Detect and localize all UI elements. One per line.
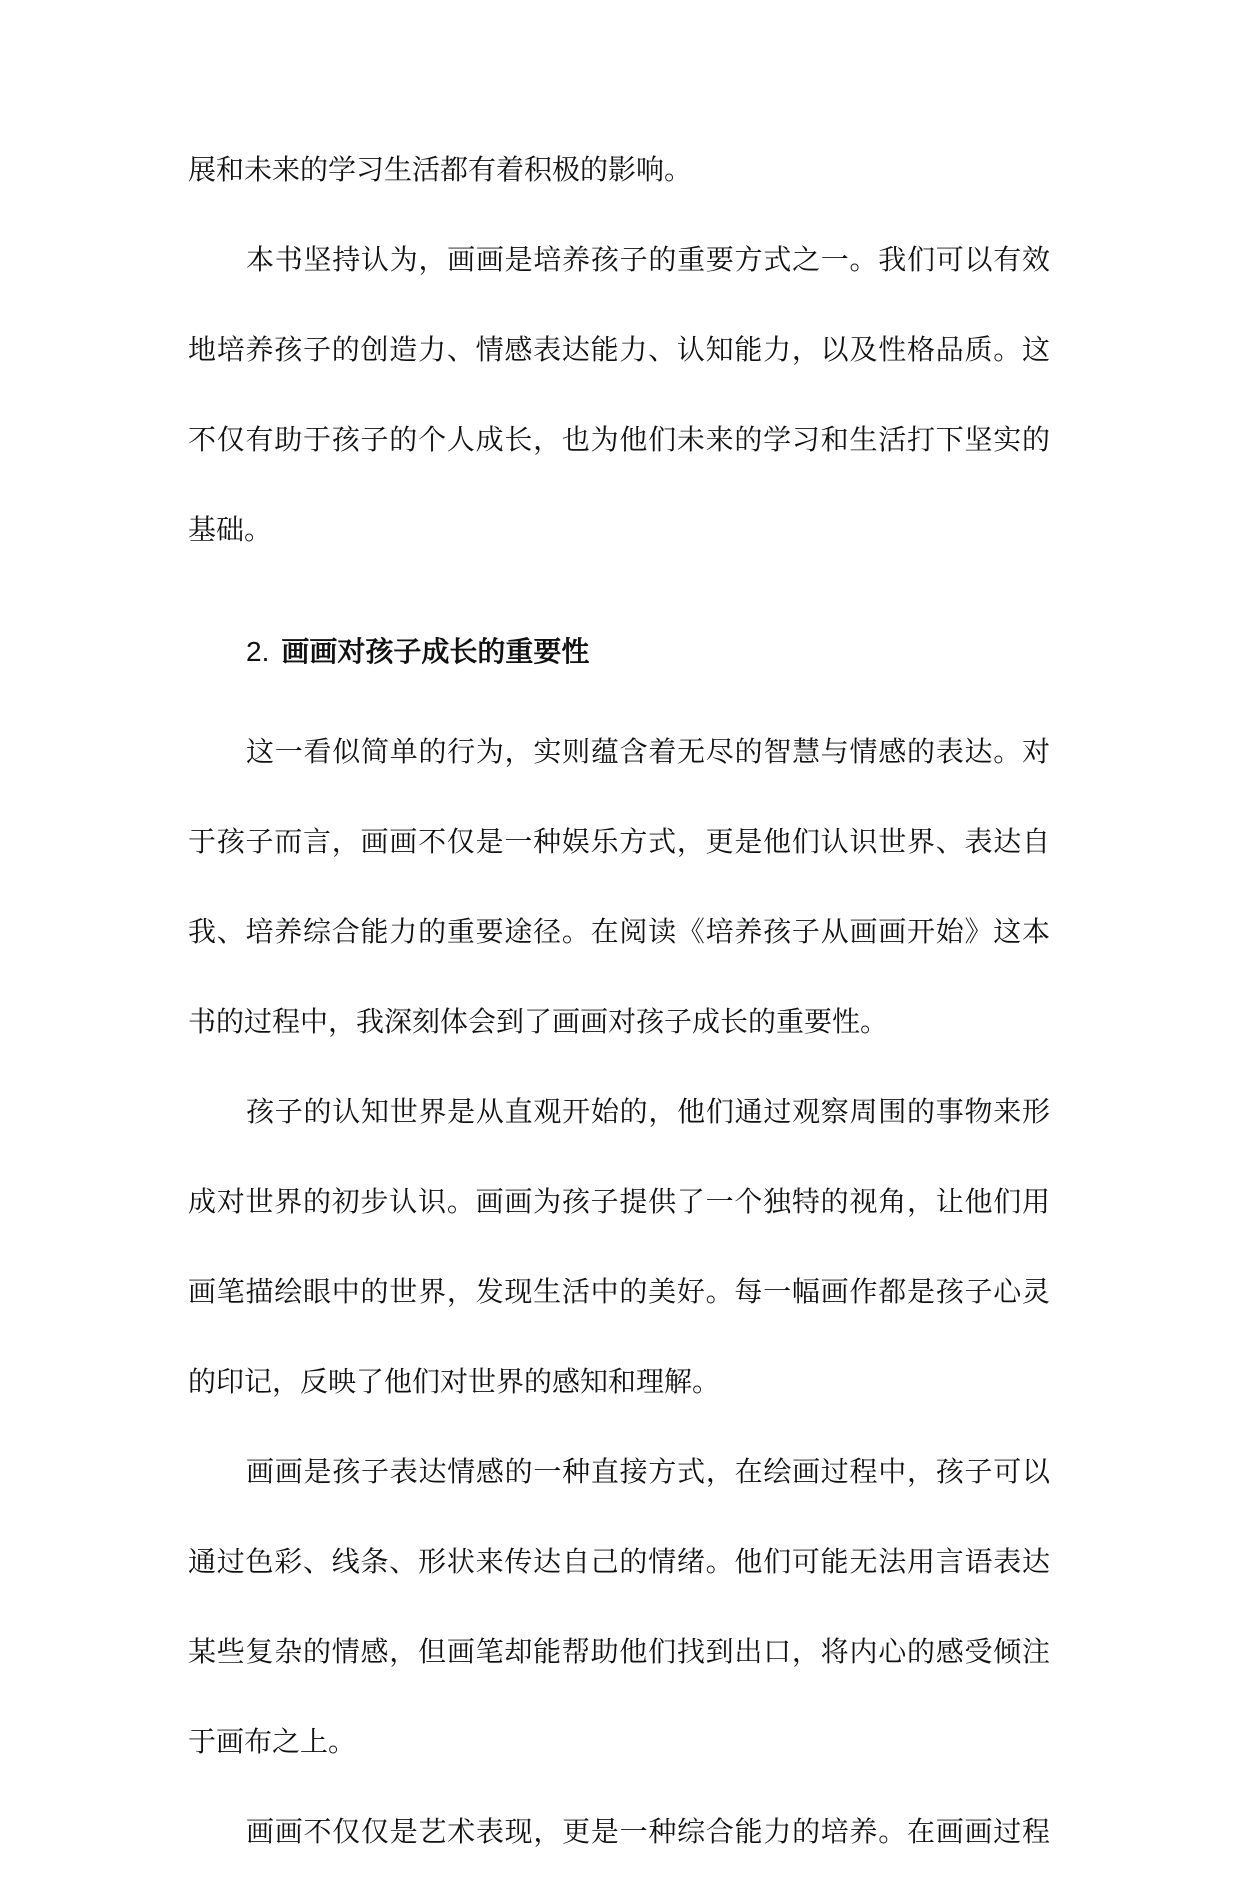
text-line: 于孩子而言，画画不仅是一种娱乐方式，更是他们认识世界、表达自 [188, 825, 1050, 858]
paragraph-summary [188, 225, 1050, 585]
section-title: 画画对孩子成长的重要性 [281, 635, 590, 668]
paragraph-1 [188, 717, 1050, 1077]
text-line: 这一看似简单的行为，实则蕴含着无尽的智慧与情感的表达。对 [246, 735, 1050, 768]
text-line: 地培养孩子的创造力、情感表达能力、认知能力，以及性格品质。这 [188, 333, 1050, 366]
text-line: 通过色彩、线条、形状来传达自己的情绪。他们可能无法用言语表达 [188, 1545, 1050, 1578]
text-line: 成对世界的初步认识。画画为孩子提供了一个独特的视角，让他们用 [188, 1185, 1050, 1218]
document-page [188, 135, 1050, 1887]
section-number: 2. [246, 636, 270, 667]
paragraph-continuation [188, 135, 1050, 225]
text-line: 画笔描绘眼中的世界，发现生活中的美好。每一幅画作都是孩子心灵 [188, 1275, 1050, 1308]
text-line: 于画布之上。 [188, 1725, 357, 1758]
paragraph-3 [188, 1437, 1050, 1797]
paragraph-2 [188, 1077, 1050, 1437]
text-line: 孩子的认知世界是从直观开始的，他们通过观察周围的事物来形 [246, 1095, 1050, 1128]
text-line: 书的过程中，我深刻体会到了画画对孩子成长的重要性。 [188, 1005, 889, 1038]
text-line: 画画不仅仅是艺术表现，更是一种综合能力的培养。在画画过程 [246, 1815, 1050, 1848]
text-line: 展和未来的学习生活都有着积极的影响。 [188, 153, 693, 186]
text-line: 某些复杂的情感，但画笔却能帮助他们找到出口，将内心的感受倾注 [188, 1635, 1050, 1668]
section-heading [188, 607, 1050, 717]
text-line: 基础。 [188, 513, 273, 546]
text-line: 不仅有助于孩子的个人成长，也为他们未来的学习和生活打下坚实的 [188, 423, 1050, 456]
text-line: 的印记，反映了他们对世界的感知和理解。 [188, 1365, 721, 1398]
text-line: 本书坚持认为，画画是培养孩子的重要方式之一。我们可以有效 [246, 243, 1050, 276]
section-spacer [188, 585, 1050, 607]
text-line: 我、培养综合能力的重要途径。在阅读《培养孩子从画画开始》这本 [188, 915, 1050, 948]
text-line: 画画是孩子表达情感的一种直接方式，在绘画过程中，孩子可以 [246, 1455, 1050, 1488]
paragraph-4 [188, 1797, 1050, 1887]
